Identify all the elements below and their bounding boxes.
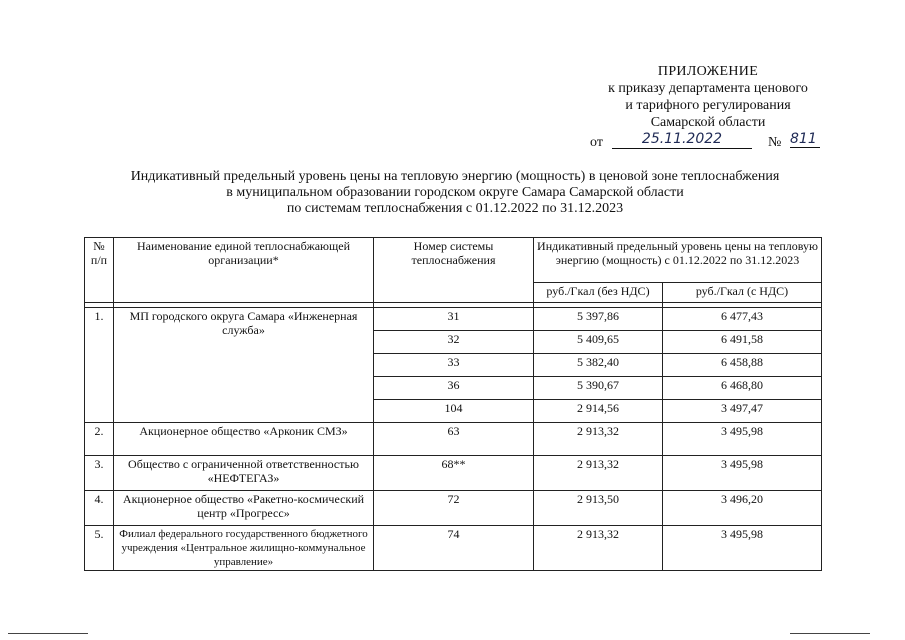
- row-price-vat: 6 468,80: [663, 377, 822, 400]
- row-price-no-vat: 5 397,86: [534, 308, 663, 331]
- page-edge-line-right: [790, 633, 870, 634]
- appendix-line-3: Самарской области: [650, 115, 766, 130]
- order-date-line: [590, 133, 830, 153]
- row-price-vat: 3 495,98: [663, 423, 822, 456]
- appendix-block: [588, 63, 828, 131]
- header-price-no-vat: руб./Гкал (без НДС): [534, 283, 663, 303]
- row-system: 36: [374, 377, 534, 400]
- row-system: 33: [374, 354, 534, 377]
- table-row: [85, 308, 822, 331]
- row-num: 1.: [85, 308, 114, 423]
- row-org: Акционерное общество «Арконик СМЗ»: [114, 423, 374, 456]
- appendix-line-1: к приказу департамента ценового: [608, 81, 808, 96]
- row-system: 31: [374, 308, 534, 331]
- row-price-vat: 6 458,88: [663, 354, 822, 377]
- row-price-no-vat: 5 409,65: [534, 331, 663, 354]
- row-price-no-vat: 2 913,32: [534, 456, 663, 491]
- row-system: 32: [374, 331, 534, 354]
- order-number: 811: [790, 131, 820, 148]
- table-row: [85, 423, 822, 456]
- row-price-no-vat: 5 390,67: [534, 377, 663, 400]
- header-org: Наименование единой теплоснабжающей организации*: [114, 238, 374, 303]
- row-price-vat: 3 495,98: [663, 526, 822, 571]
- row-price-no-vat: 2 913,32: [534, 423, 663, 456]
- heading-line-2: в муниципальном образовании городском округе Самара Самарской области: [226, 185, 684, 200]
- row-price-no-vat: 2 914,56: [534, 400, 663, 423]
- row-price-vat: 3 497,47: [663, 400, 822, 423]
- row-num: 2.: [85, 423, 114, 456]
- heading-line-3: по системам теплоснабжения с 01.12.2022 по 31.12.2023: [286, 201, 624, 216]
- row-num: 4.: [85, 491, 114, 526]
- row-price-vat: 6 491,58: [663, 331, 822, 354]
- row-price-no-vat: 2 913,50: [534, 491, 663, 526]
- header-price-group: Индикативный предельный уровень цены на тепловую энергию (мощность) с 01.12.2022 по 31.12.2023: [534, 238, 822, 283]
- row-system: 74: [374, 526, 534, 571]
- row-price-no-vat: 2 913,32: [534, 526, 663, 571]
- row-price-vat: 6 477,43: [663, 308, 822, 331]
- table-row: [85, 456, 822, 491]
- row-system: 68**: [374, 456, 534, 491]
- row-num: 5.: [85, 526, 114, 571]
- price-table: [84, 237, 822, 571]
- header-price-vat: руб./Гкал (с НДС): [663, 283, 822, 303]
- row-price-no-vat: 5 382,40: [534, 354, 663, 377]
- header-system: Номер системы теплоснабжения: [374, 238, 534, 303]
- row-org: Общество с ограниченной ответственностью «НЕФТЕГАЗ»: [114, 456, 374, 491]
- row-org: МП городского округа Самара «Инженерная служба»: [114, 308, 374, 423]
- order-date: 25.11.2022: [612, 131, 752, 149]
- row-price-vat: 3 496,20: [663, 491, 822, 526]
- table-row: [85, 526, 822, 571]
- header-num: № п/п: [85, 238, 114, 303]
- row-org: Филиал федерального государственного бюджетного учреждения «Центральное жилищно-коммунальное управление»: [114, 526, 374, 571]
- number-label: №: [768, 135, 782, 150]
- table-row: [85, 491, 822, 526]
- from-label: от: [590, 135, 603, 150]
- row-num: 3.: [85, 456, 114, 491]
- row-org: Акционерное общество «Ракетно-космический центр «Прогресс»: [114, 491, 374, 526]
- document-heading: [60, 169, 850, 217]
- heading-line-1: Индикативный предельный уровень цены на тепловую энергию (мощность) в ценовой зоне теплоснабжения: [130, 169, 780, 184]
- row-system: 72: [374, 491, 534, 526]
- row-price-vat: 3 495,98: [663, 456, 822, 491]
- row-system: 104: [374, 400, 534, 423]
- page-edge-line-left: [8, 633, 88, 634]
- appendix-line-2: и тарифного регулирования: [625, 98, 791, 113]
- row-system: 63: [374, 423, 534, 456]
- appendix-title: ПРИЛОЖЕНИЕ: [657, 64, 759, 79]
